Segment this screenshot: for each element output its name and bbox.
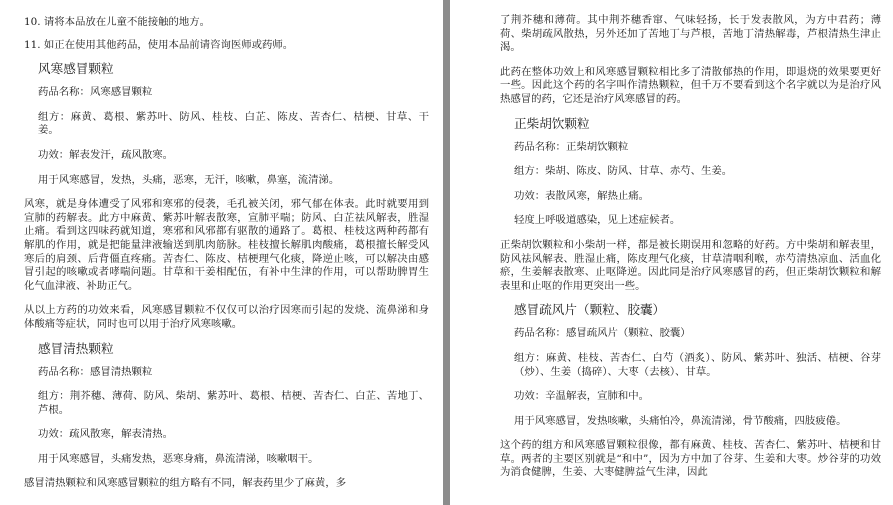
- paragraph-comparison: 这个药的组方和风寒感冒颗粒很像，都有麻黄、桂枝、苦杏仁、紫苏叶、桔梗和甘草。两者的主要区别就是“和中”，因为方中加了谷芽、生姜和大枣。炒谷芽的功效为消食健脾，生姜、大枣健脾益气生津，因此: [500, 439, 881, 479]
- usage-line: 用于风寒感冒，头痛发热，恶寒身痛，鼻流清涕，咳嗽咽干。: [38, 452, 319, 465]
- usage-line: 用于风寒感冒，发热，头痛，恶寒，无汗，咳嗽，鼻塞，流清涕。: [38, 173, 340, 186]
- paragraph-explanation: 正柴胡饮颗粒和小柴胡一样，都是被长期误用和忽略的好药。方中柴胡和解表里，防风祛风解表、胜湿止痛，陈皮理气化痰，甘草清咽利喉，赤芍清热凉血、活血化瘀，生姜解表散寒、止呕降逆。因此同是治疗风寒感冒的药，但正柴胡饮颗粒和解表里和止呕的作用更突出一些。: [500, 238, 881, 292]
- usage-line: 轻度上呼吸道感染，见上述症候者。: [514, 214, 681, 227]
- formula-line: 组方：麻黄、桂枝、苦杏仁、白芍（酒炙）、防风、紫苏叶、独活、桔梗、谷芽（炒）、生姜（捣碎）、大枣（去核）、甘草。: [514, 351, 881, 378]
- formula-line: 组方：荆芥穗、薄荷、防风、柴胡、紫苏叶、葛根、桔梗、苦杏仁、白芷、苦地丁、芦根。: [38, 390, 429, 416]
- paragraph-continuation: 了荆芥穗和薄荷。其中荆芥穗香窜、气味轻扬，长于发表散风，为方中君药；薄荷、柴胡疏风散热，另外还加了苦地丁与芦根，苦地丁清热解毒，芦根清热生津止渴。: [500, 14, 881, 54]
- usage-line: 用于风寒感冒，发热咳嗽，头痛怕冷，鼻流清涕，骨节酸痛，四肢疲倦。: [514, 414, 847, 427]
- list-item-10: 10. 请将本品放在儿童不能接触的地方。: [24, 16, 211, 28]
- page-divider: [443, 0, 450, 505]
- drug-name-line: 药品名称：感冒清热颗粒: [38, 365, 153, 378]
- drug-name-line: 药品名称：正柴胡饮颗粒: [514, 140, 629, 153]
- right-page: [450, 0, 893, 505]
- formula-line: 组方：柴胡、陈皮、防风、甘草、赤芍、生姜。: [514, 165, 733, 178]
- effect-line: 功效：表散风寒，解热止痛。: [514, 189, 650, 202]
- paragraph-comparison: 此药在整体功效上和风寒感冒颗粒相比多了清散郁热的作用，即退烧的效果要更好一些。因此这个药的名字叫作清热颗粒，但千万不要看到这个名字就以为是治疗风热感冒的药，它还是治疗风寒感冒的药。: [500, 65, 881, 105]
- effect-line: 功效：疏风散寒，解表清热。: [38, 428, 174, 441]
- effect-line: 功效：辛温解表，宣肺和中。: [514, 390, 650, 403]
- paragraph-continued: 感冒清热颗粒和风寒感冒颗粒的组方略有不同，解表药里少了麻黄，多: [24, 477, 347, 490]
- section-heading-shufeng: 感冒疏风片（颗粒、胶囊）: [514, 302, 666, 318]
- section-heading-zhengchaihu: 正柴胡饮颗粒: [514, 115, 590, 131]
- effect-line: 功效：解表发汗，疏风散寒。: [38, 148, 174, 161]
- formula-line: 组方：麻黄、葛根、紫苏叶、防风、桂枝、白芷、陈皮、苦杏仁、桔梗、甘草、干姜。: [38, 110, 429, 137]
- list-item-11: 11. 如正在使用其他药品，使用本品前请咨询医师或药师。: [24, 38, 294, 51]
- paragraph-summary: 从以上方药的功效来看，风寒感冒颗粒不仅仅可以治疗因寒而引起的发烧、流鼻涕和身体酸痛等症状，同时也可以用于治疗风寒咳嗽。: [24, 304, 429, 330]
- paragraph-explanation: 风寒，就是身体遭受了风邪和寒邪的侵袭，毛孔被关闭，邪气郁在体表。此时就要用到宣肺的药解表。此方中麻黄、紫苏叶解表散寒，宣肺平喘；防风、白芷祛风解表，胜湿止痛。看到这四味药就知道，寒邪和风邪都有驱散的通路了。葛根、桂枝这两种药都有解肌的作用，就是把能量津液输送到肌肉筋脉。桂枝擅长解肌肉酸痛，葛根擅长解受风寒后的肩颈、后背僵直疼痛。苦杏仁、陈皮、桔梗理气化痰，降逆止咳，可以解决由感冒引起的咳嗽或者哮喘问题。甘草和干姜相配伍，有补中生津的作用，可以帮助脾胃生化气血津液、补助正气。: [24, 198, 429, 292]
- drug-name-line: 药品名称：感冒疏风片（颗粒、胶囊）: [514, 327, 691, 340]
- drug-name-line: 药品名称：风寒感冒颗粒: [38, 86, 153, 99]
- left-page: [0, 0, 443, 505]
- section-heading-fenghan: 风寒感冒颗粒: [38, 61, 114, 77]
- section-heading-qingre: 感冒清热颗粒: [38, 340, 114, 356]
